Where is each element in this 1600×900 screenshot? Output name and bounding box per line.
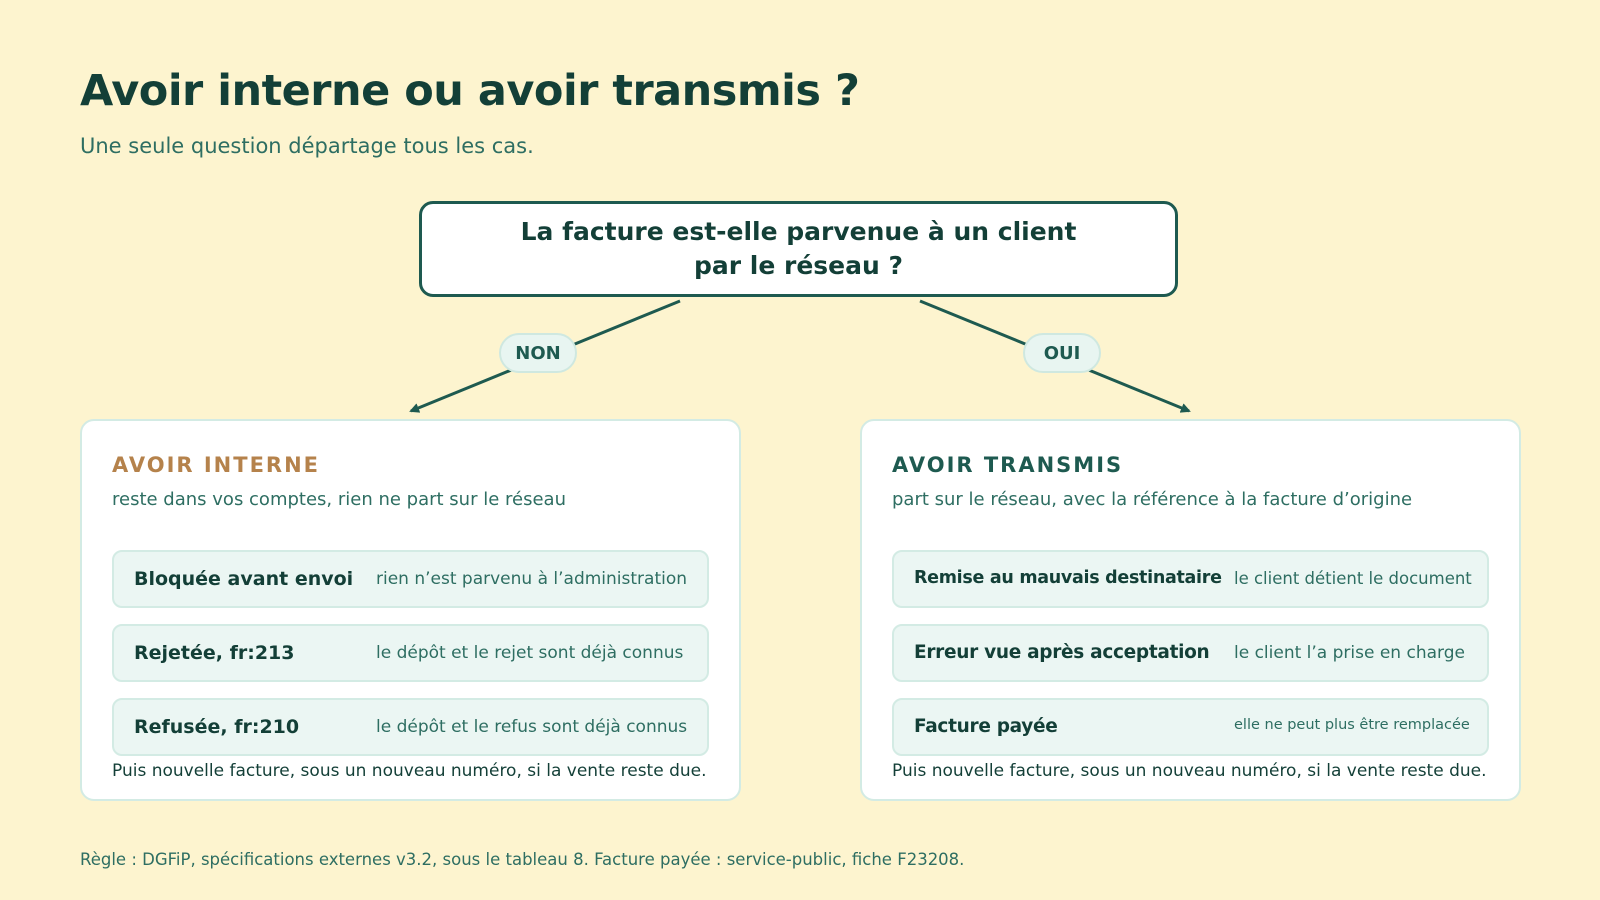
case-label: Rejetée, fr:213 <box>134 642 295 664</box>
source-footnote: Règle : DGFiP, spécifications externes v3.2, sous le tableau 8. Facture payée : service-public, fiche F23208. <box>80 850 965 869</box>
case-description: rien n’est parvenu à l’administration <box>376 569 688 589</box>
case-description: le client l’a prise en charge <box>1234 643 1465 663</box>
case-label: Bloquée avant envoi <box>134 568 354 590</box>
page-subtitle: Une seule question départage tous les cas. <box>80 134 534 158</box>
case-label: Erreur vue après acceptation <box>914 642 1210 663</box>
question-text: La facture est-elle parvenue à un client par le réseau ? <box>520 217 1077 280</box>
case-row <box>892 698 1489 756</box>
case-row <box>112 624 709 682</box>
case-row <box>892 550 1489 608</box>
case-description: elle ne peut plus être remplacée <box>1234 717 1470 733</box>
case-row <box>112 698 709 756</box>
branch-yes-label: OUI <box>1023 333 1101 373</box>
case-label: Facture payée <box>914 716 1058 737</box>
case-row <box>112 550 709 608</box>
panel-subtitle: part sur le réseau, avec la référence à la facture d’origine <box>892 489 1413 510</box>
case-description: le dépôt et le rejet sont déjà connus <box>376 643 684 663</box>
panel-title: AVOIR TRANSMIS <box>892 453 1124 477</box>
case-label: Remise au mauvais destinataire <box>914 568 1222 588</box>
case-row <box>892 624 1489 682</box>
case-description: le client détient le document <box>1234 569 1472 588</box>
panel-title: AVOIR INTERNE <box>112 453 321 477</box>
branch-no-label: NON <box>499 333 577 373</box>
panel-subtitle: reste dans vos comptes, rien ne part sur le réseau <box>112 489 566 510</box>
case-label: Refusée, fr:210 <box>134 716 300 738</box>
case-description: le dépôt et le refus sont déjà connus <box>376 717 688 737</box>
panel-avoir-interne <box>80 419 741 801</box>
panel-footer: Puis nouvelle facture, sous un nouveau numéro, si la vente reste due. <box>892 761 1487 781</box>
panel-footer: Puis nouvelle facture, sous un nouveau numéro, si la vente reste due. <box>112 761 707 781</box>
panel-avoir-transmis <box>860 419 1521 801</box>
page-title: Avoir interne ou avoir transmis ? <box>80 66 860 116</box>
